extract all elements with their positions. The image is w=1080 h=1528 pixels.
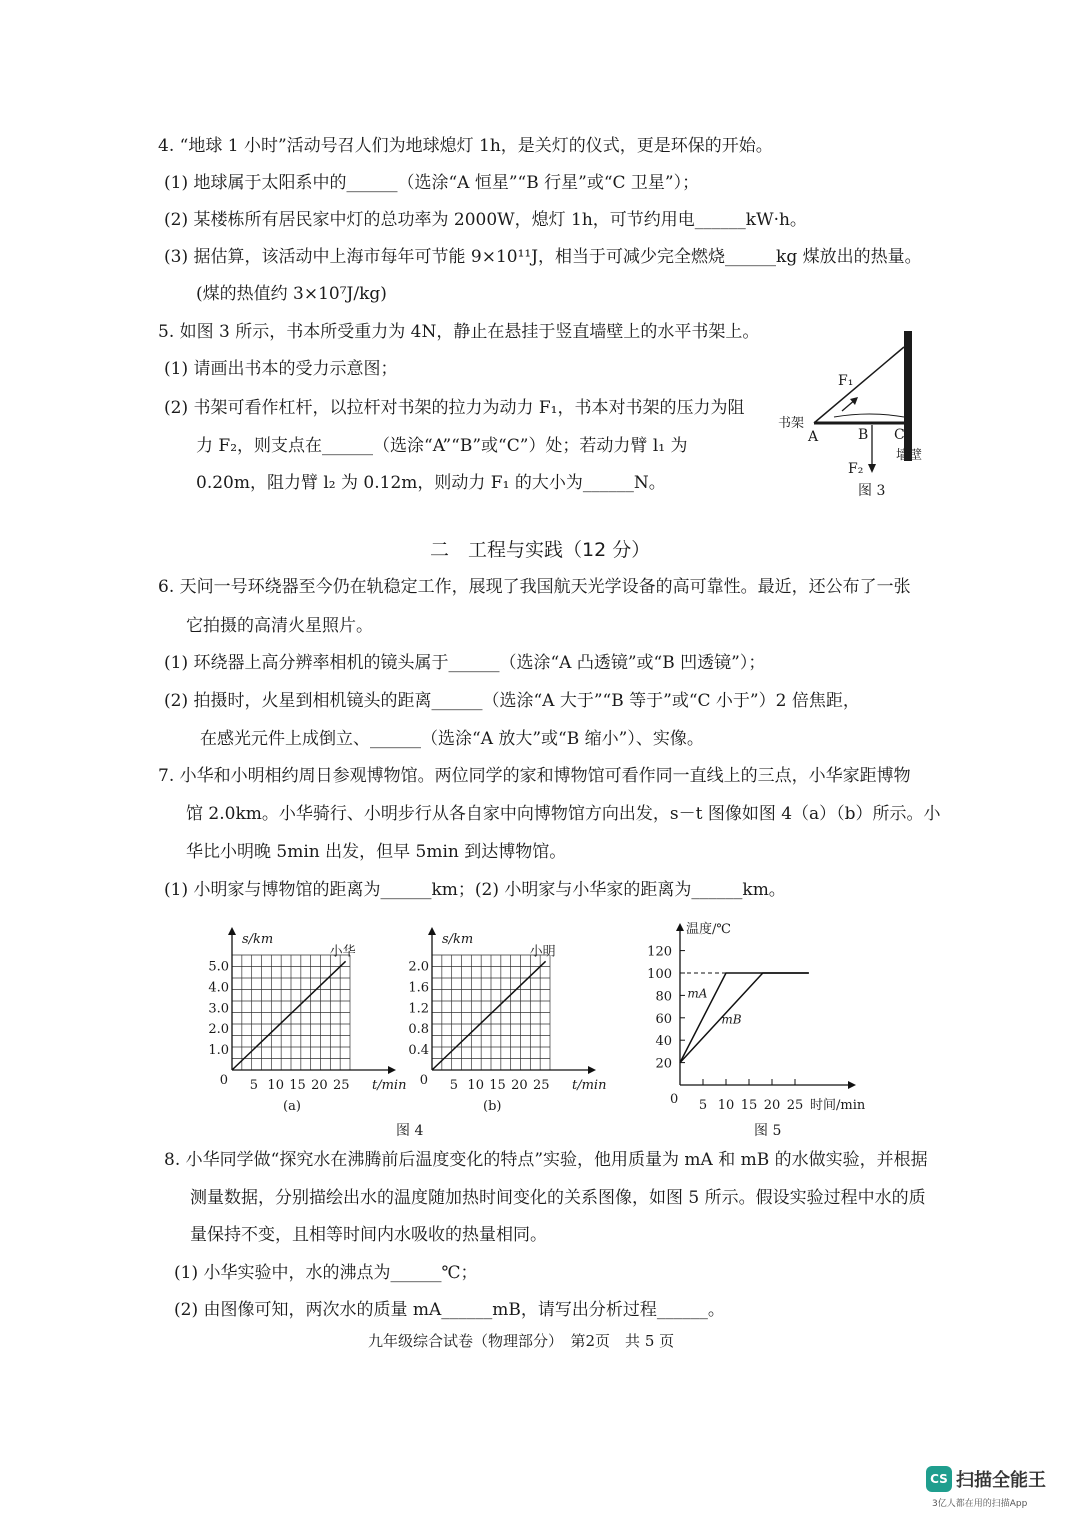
f2-arrowhead bbox=[868, 464, 876, 473]
series-line-xiaohua bbox=[232, 961, 346, 1070]
y-tick-label: 2.0 bbox=[408, 959, 429, 975]
series-label-mb: mB bbox=[721, 1012, 742, 1027]
y-axis-label: s/km bbox=[242, 932, 274, 947]
x-tick-label: 10 bbox=[267, 1078, 284, 1093]
origin-label: 0 bbox=[419, 1073, 428, 1088]
subfigure-label: (b) bbox=[483, 1099, 502, 1114]
q4-part3: (3) 据估算，该活动中上海市每年可节能 9×10¹¹J，相当于可减少完全燃烧______kg 煤放出的热量。 bbox=[164, 247, 922, 267]
scanner-watermark bbox=[920, 1462, 1060, 1512]
y-axis-label: s/km bbox=[442, 932, 474, 947]
q5-part2-line1: (2) 书架可看作杠杆，以拉杆对书架的拉力为动力 F₁，书本对书架的压力为阻 bbox=[164, 398, 745, 418]
series-label-ma: mA bbox=[687, 986, 708, 1001]
q7-stem-line1: 7. 小华和小明相约周日参观博物馆。两位同学的家和博物馆可看作同一直线上的三点，小华家距博物 bbox=[158, 766, 911, 786]
x-tick-label: 25 bbox=[786, 1098, 804, 1113]
q6-part1: (1) 环绕器上高分辨率相机的镜头属于______（选涂“A 凸透镜”或“B 凹透镜”）； bbox=[164, 653, 766, 673]
fig5-caption: 图 5 bbox=[754, 1123, 782, 1139]
y-axis-arrow bbox=[676, 923, 684, 931]
q7-stem-line2: 馆 2.0km。小华骑行、小明步行从各自家中向博物馆方向出发，s－t 图像如图 4（a）（b）所示。小 bbox=[186, 804, 941, 824]
y-tick-label: 5.0 bbox=[208, 959, 229, 975]
q6-part2-line2: 在感光元件上成倒立、______（选涂“A 放大”或“B 缩小”）、实像。 bbox=[200, 729, 704, 749]
q5-part2-line3: 0.20m，阻力臂 l₂ 为 0.12m，则动力 F₁ 的大小为______N。 bbox=[196, 473, 666, 493]
label-shelf: 书架 bbox=[778, 416, 805, 431]
label-f1: F₁ bbox=[838, 373, 854, 389]
y-tick-label: 20 bbox=[655, 1056, 672, 1072]
origin-label: 0 bbox=[670, 1092, 679, 1107]
x-tick-label: 15 bbox=[289, 1078, 306, 1093]
q6-stem-line1: 6. 天问一号环绕器至今仍在轨稳定工作，展现了我国航天光学设备的高可靠性。最近，还公布了一张 bbox=[158, 577, 911, 597]
y-tick-label: 0.8 bbox=[408, 1022, 429, 1038]
x-tick-label: 10 bbox=[717, 1098, 735, 1113]
y-tick-label: 4.0 bbox=[208, 980, 229, 996]
label-wall: 墙壁 bbox=[896, 448, 923, 463]
series-label: 小华 bbox=[329, 944, 356, 960]
x-axis-arrow bbox=[848, 1081, 856, 1089]
y-tick-label: 60 bbox=[655, 1011, 672, 1027]
q5-part1: (1) 请画出书本的受力示意图； bbox=[164, 359, 398, 379]
figure-4a bbox=[200, 925, 410, 1120]
watermark-title: 扫描全能王 bbox=[956, 1470, 1046, 1491]
label-f2: F₂ bbox=[848, 461, 864, 477]
y-tick-label: 80 bbox=[655, 989, 672, 1005]
x-tick-label: 15 bbox=[489, 1078, 506, 1093]
figure-4b bbox=[400, 925, 610, 1120]
x-tick-label: 20 bbox=[511, 1078, 528, 1093]
figure-5 bbox=[640, 915, 880, 1120]
q5-stem: 5. 如图 3 所示，书本所受重力为 4N，静止在悬挂于竖直墙壁上的水平书架上。 bbox=[158, 322, 760, 342]
x-tick-label: 25 bbox=[532, 1078, 550, 1093]
y-tick-label: 2.0 bbox=[208, 1022, 229, 1038]
q6-part2-line1: (2) 拍摄时，火星到相机镜头的距离______（选涂“A 大于”“B 等于”或“C 小于”）2 倍焦距， bbox=[164, 691, 860, 711]
q4-part2: (2) 某楼栋所有居民家中灯的总功率为 2000W，熄灯 1h，可节约用电______kW·h。 bbox=[164, 210, 807, 230]
y-axis-arrow bbox=[428, 927, 436, 935]
q8-stem-line1: 8. 小华同学做“探究水在沸腾前后温度变化的特点”实验，他用质量为 mA 和 mB 的水做实验，并根据 bbox=[164, 1150, 928, 1170]
x-axis-arrow bbox=[388, 1066, 396, 1074]
x-tick-label: 10 bbox=[467, 1078, 484, 1093]
x-axis-arrow bbox=[588, 1066, 596, 1074]
y-tick-label: 3.0 bbox=[208, 1001, 229, 1017]
x-tick-label: 20 bbox=[763, 1098, 781, 1113]
x-axis-label: t/min bbox=[372, 1078, 407, 1093]
q8-part1: (1) 小华实验中，水的沸点为______℃； bbox=[174, 1263, 478, 1283]
q5-part2-line2: 力 F₂，则支点在______（选涂“A”“B”或“C”）处；若动力臂 l₁ 为 bbox=[196, 436, 688, 456]
section-2-title: 二 工程与实践（12 分） bbox=[430, 539, 651, 561]
q4-part3-note: (煤的热值约 3×10⁷J/kg) bbox=[196, 284, 387, 304]
y-tick-label: 1.0 bbox=[208, 1043, 229, 1059]
x-axis-label: t/min bbox=[572, 1078, 607, 1093]
origin-label: 0 bbox=[219, 1073, 228, 1088]
y-axis-arrow bbox=[228, 927, 236, 935]
q7-stem-line3: 华比小明晚 5min 出发，但早 5min 到达博物馆。 bbox=[186, 842, 567, 862]
q8-stem-line3: 量保持不变，且相等时间内水吸收的热量相同。 bbox=[190, 1225, 547, 1245]
q7-parts: (1) 小明家与博物馆的距离为______km；(2) 小明家与小华家的距离为______km。 bbox=[164, 880, 786, 900]
x-tick-label: 5 bbox=[698, 1098, 708, 1113]
fig4-caption: 图 4 bbox=[396, 1123, 424, 1139]
y-tick-label: 0.4 bbox=[408, 1043, 429, 1059]
scanner-logo-icon: CS bbox=[926, 1466, 952, 1492]
y-tick-label: 1.2 bbox=[408, 1001, 429, 1017]
y-tick-label: 120 bbox=[647, 944, 672, 960]
q4-stem: 4. “地球 1 小时”活动号召人们为地球熄灯 1h，是关灯的仪式，更是环保的开始。 bbox=[158, 136, 773, 156]
y-tick-label: 1.6 bbox=[408, 980, 429, 996]
x-axis-label: 时间/min bbox=[810, 1098, 866, 1113]
series-label: 小明 bbox=[529, 944, 556, 960]
book-outline bbox=[834, 414, 904, 417]
label-a: A bbox=[808, 429, 819, 445]
label-b: B bbox=[858, 427, 869, 443]
x-tick-label: 25 bbox=[332, 1078, 350, 1093]
y-axis-label: 温度/℃ bbox=[686, 922, 731, 937]
q6-stem-line2: 它拍摄的高清火星照片。 bbox=[186, 616, 373, 636]
x-tick-label: 20 bbox=[311, 1078, 328, 1093]
page-footer: 九年级综合试卷（物理部分） 第2页 共 5 页 bbox=[368, 1332, 675, 1350]
label-c: C bbox=[894, 427, 905, 443]
fig3-caption: 图 3 bbox=[858, 483, 886, 499]
series-line-xiaoming bbox=[432, 961, 546, 1070]
watermark-subtitle: 3亿人都在用的扫描App bbox=[932, 1499, 1028, 1509]
x-tick-label: 5 bbox=[249, 1078, 258, 1093]
q8-stem-line2: 测量数据，分别描绘出水的温度随加热时间变化的关系图像，如图 5 所示。假设实验过程中水的质 bbox=[190, 1188, 926, 1208]
pull-rod bbox=[814, 347, 904, 423]
x-tick-label: 15 bbox=[740, 1098, 758, 1113]
x-tick-label: 5 bbox=[449, 1078, 458, 1093]
y-tick-label: 40 bbox=[655, 1034, 672, 1050]
q4-part1: (1) 地球属于太阳系中的______（选涂“A 恒星”“B 行星”或“C 卫星”）； bbox=[164, 173, 700, 193]
y-tick-label: 100 bbox=[647, 967, 672, 982]
wall bbox=[904, 331, 912, 461]
figure-3 bbox=[770, 325, 940, 505]
q8-part2: (2) 由图像可知，两次水的质量 mA______mB，请写出分析过程______。 bbox=[174, 1300, 725, 1320]
subfigure-label: (a) bbox=[283, 1099, 301, 1114]
